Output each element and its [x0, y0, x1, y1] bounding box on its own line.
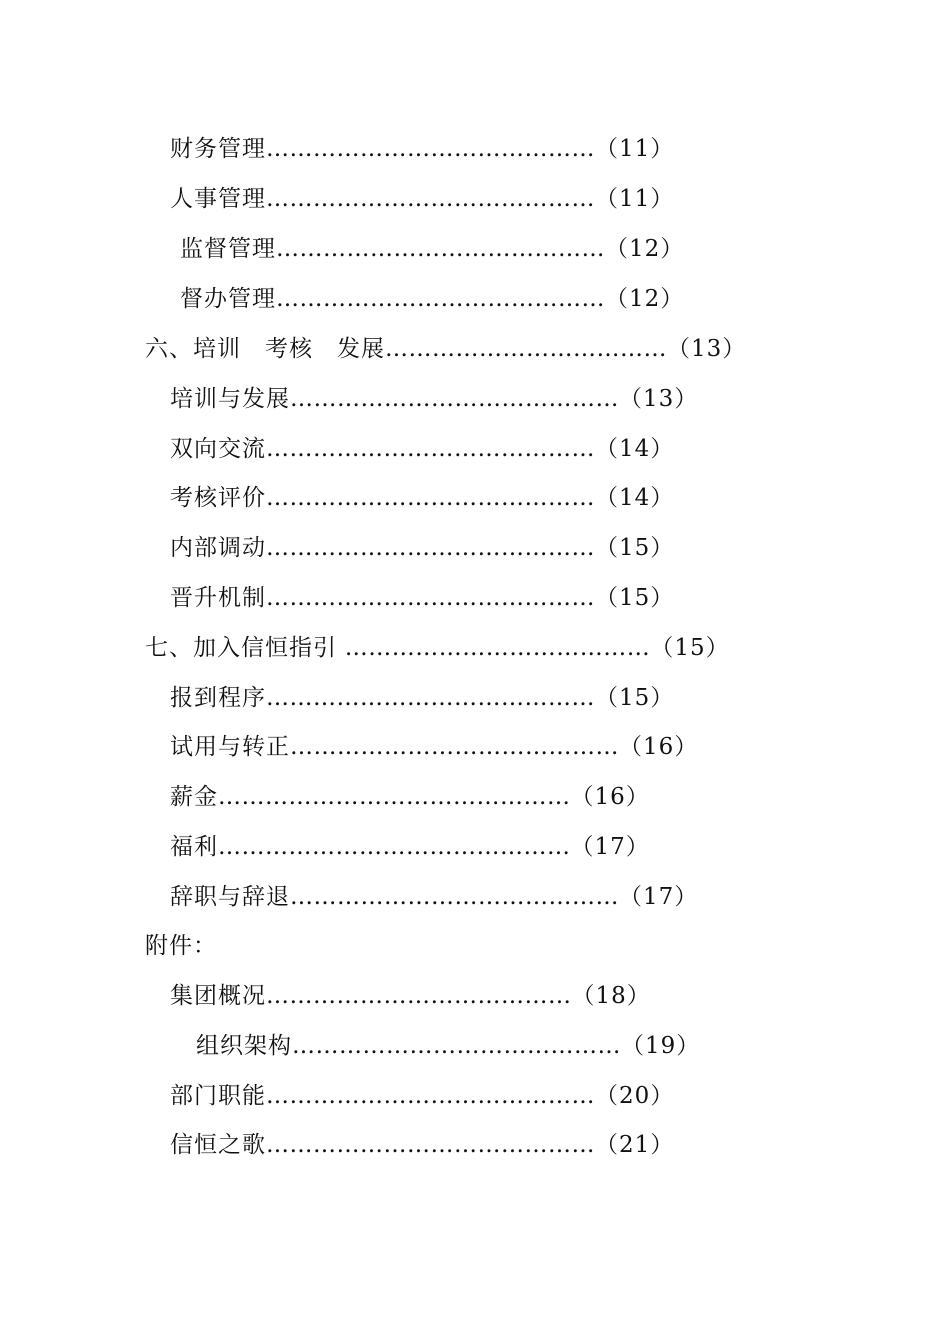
toc-page-number: （13）	[667, 336, 747, 362]
toc-leader-dots: ………………………………………	[218, 834, 571, 860]
toc-page-number: （19）	[621, 1033, 701, 1059]
toc-page-number: （12）	[605, 286, 685, 312]
toc-page-number: （15）	[595, 585, 675, 611]
toc-page-number: （15）	[595, 535, 675, 561]
toc-entry-title: 部门职能	[170, 1083, 266, 1109]
toc-leader-dots: ……………………………………	[276, 286, 605, 312]
toc-entry-title: 辞职与辞退	[170, 884, 290, 910]
toc-page-number: （17）	[619, 884, 699, 910]
toc-entry-title: 信恒之歌	[170, 1132, 266, 1158]
toc-section-title: 七、加入信恒指引	[145, 635, 337, 661]
toc-entry-title: 考核评价	[170, 485, 266, 511]
toc-entry-title: 财务管理	[170, 136, 266, 162]
toc-leader-dots: ……………………………………	[266, 485, 595, 511]
toc-entry-salary[interactable]	[170, 779, 650, 815]
toc-entry-title: 监督管理	[180, 236, 276, 262]
toc-page-number: （16）	[570, 784, 650, 810]
toc-page-number: （14）	[595, 485, 675, 511]
toc-leader-dots: ……………………………………	[290, 734, 619, 760]
toc-entry-supervision[interactable]	[180, 231, 684, 267]
toc-leader-dots: ……………………………………	[276, 236, 605, 262]
toc-page-number: （15）	[650, 635, 730, 661]
toc-entry-title: 督办管理	[180, 286, 276, 312]
toc-page-number: （16）	[619, 734, 699, 760]
toc-leader-dots: ……………………………………	[266, 436, 595, 462]
toc-entry-group-overview[interactable]	[170, 978, 651, 1014]
toc-appendix-heading	[145, 928, 217, 964]
toc-entry-title: 人事管理	[170, 186, 266, 212]
toc-entry-assessment[interactable]	[170, 480, 674, 516]
toc-section-title: 附件：	[145, 933, 217, 959]
toc-leader-dots: ………………………………	[385, 336, 667, 362]
toc-entry-benefits[interactable]	[170, 829, 650, 865]
toc-entry-title: 培训与发展	[170, 386, 290, 412]
toc-leader-dots: ……………………………………	[266, 1083, 595, 1109]
toc-leader-dots: ……………………………………	[266, 535, 595, 561]
toc-page-number: （11）	[595, 186, 675, 212]
toc-entry-onboarding[interactable]	[170, 680, 674, 716]
toc-section-title: 六、培训 考核 发展	[145, 336, 385, 362]
toc-leader-dots: ……………………………………	[266, 585, 595, 611]
toc-entry-title: 双向交流	[170, 436, 266, 462]
toc-entry-follow-up[interactable]	[180, 281, 684, 317]
toc-entry-title: 报到程序	[170, 685, 266, 711]
toc-entry-title: 试用与转正	[170, 734, 290, 760]
toc-page-number: （20）	[595, 1083, 675, 1109]
toc-entry-transfer[interactable]	[170, 530, 674, 566]
toc-entry-title: 薪金	[170, 784, 218, 810]
toc-entry-hr[interactable]	[170, 181, 674, 217]
toc-leader-dots: ……………………………………	[266, 136, 595, 162]
toc-leader-dots: …………………………………	[266, 983, 572, 1009]
toc-entry-training[interactable]	[170, 381, 698, 417]
toc-entry-promotion[interactable]	[170, 580, 674, 616]
toc-page-number: （12）	[605, 236, 685, 262]
toc-leader-dots: ……………………………………	[290, 884, 619, 910]
toc-entry-company-song[interactable]	[170, 1127, 674, 1163]
toc-entry-title: 组织架构	[196, 1033, 292, 1059]
toc-leader-dots: ……………………………………	[266, 1132, 595, 1158]
toc-entry-probation[interactable]	[170, 729, 698, 765]
toc-leader-dots: ……………………………………	[266, 186, 595, 212]
toc-page-number: （18）	[571, 983, 651, 1009]
toc-entry-exchange[interactable]	[170, 431, 674, 467]
toc-entry-dept-functions[interactable]	[170, 1078, 674, 1114]
toc-page-number: （13）	[619, 386, 699, 412]
toc-entry-title: 晋升机制	[170, 585, 266, 611]
toc-entry-title: 内部调动	[170, 535, 266, 561]
toc-leader-dots: ………………………………………	[218, 784, 571, 810]
toc-entry-title: 福利	[170, 834, 218, 860]
toc-page-number: （21）	[595, 1132, 675, 1158]
toc-section-seven[interactable]	[145, 630, 730, 666]
toc-leader-dots: …………………………………	[337, 635, 651, 661]
toc-page-number: （17）	[570, 834, 650, 860]
toc-entry-finance[interactable]	[170, 131, 674, 167]
toc-entry-org-structure[interactable]	[196, 1028, 700, 1064]
toc-page-number: （14）	[595, 436, 675, 462]
toc-leader-dots: ……………………………………	[292, 1033, 621, 1059]
toc-entry-resignation[interactable]	[170, 879, 698, 915]
toc-leader-dots: ……………………………………	[266, 685, 595, 711]
toc-page-number: （11）	[595, 136, 675, 162]
toc-entry-title: 集团概况	[170, 983, 266, 1009]
toc-leader-dots: ……………………………………	[290, 386, 619, 412]
toc-section-six[interactable]	[145, 331, 746, 367]
toc-page-number: （15）	[595, 685, 675, 711]
